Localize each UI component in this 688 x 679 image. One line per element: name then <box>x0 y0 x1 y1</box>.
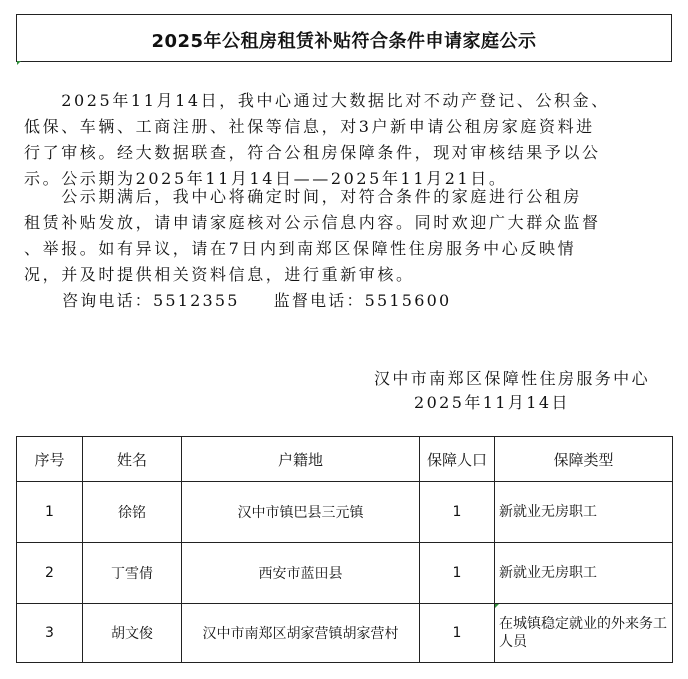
notice-paragraph-1: 2025年11月14日，我中心通过大数据比对不动产登记、公积金、 低保、车辆、工商注册、社保等信息，对3户新申请公租房家庭资料进 行了审核。经大数据联查，符合公租房保障条件，现对审核结果予以公 示。公示期为2025年11月14日——2025年11月21日。 <box>24 91 610 188</box>
cell-corner-marker <box>495 604 499 608</box>
cell-residence: 西安市蓝田县 <box>182 543 420 604</box>
cell-population: 1 <box>420 543 495 604</box>
cell-residence: 汉中市镇巴县三元镇 <box>182 482 420 543</box>
table-row <box>17 604 673 663</box>
page-title: 2025年公租房租赁补贴符合条件申请家庭公示 <box>151 31 537 52</box>
cell-residence: 汉中市南郑区胡家营镇胡家营村 <box>182 604 420 663</box>
header-type: 保障类型 <box>495 437 673 482</box>
cell-name: 胡文俊 <box>83 604 182 663</box>
supervise-phone: 监督电话：5515600 <box>273 291 452 310</box>
cell-population: 1 <box>420 482 495 543</box>
cell-name: 徐铭 <box>83 482 182 543</box>
cell-type-text: 在城镇稳定就业的外来务工人员 <box>499 616 667 650</box>
cell-index: 1 <box>17 482 83 543</box>
applicant-table <box>16 436 673 663</box>
header-residence: 户籍地 <box>182 437 420 482</box>
cell-population: 1 <box>420 604 495 663</box>
table-row <box>17 543 673 604</box>
header-index: 序号 <box>17 437 83 482</box>
notice-paragraph-2: 公示期满后，我中心将确定时间，对符合条件的家庭进行公租房 租赁补贴发放，请申请家庭核对公示信息内容。同时欢迎广大群众监督 、举报。如有异议，请在7日内到南郑区保障性住房服务中心反映情 况，并及时提供相关资料信息，进行重新审核。 <box>24 187 601 284</box>
cell-type: 新就业无房职工 <box>495 543 673 604</box>
consult-phone: 咨询电话：5512355 <box>62 291 240 310</box>
cell-index: 2 <box>17 543 83 604</box>
table-header-row <box>17 437 673 482</box>
header-population: 保障人口 <box>420 437 495 482</box>
table-row <box>17 482 673 543</box>
cell-index: 3 <box>17 604 83 663</box>
header-name: 姓名 <box>83 437 182 482</box>
cell-name: 丁雪倩 <box>83 543 182 604</box>
title-box <box>16 14 672 62</box>
cell-corner-marker <box>17 61 21 65</box>
signature-date: 2025年11月14日 <box>414 393 570 412</box>
signature-organization: 汉中市南郑区保障性住房服务中心 <box>373 369 650 388</box>
contact-line <box>62 288 451 311</box>
cell-type: 新就业无房职工 <box>495 482 673 543</box>
cell-type <box>495 604 673 663</box>
